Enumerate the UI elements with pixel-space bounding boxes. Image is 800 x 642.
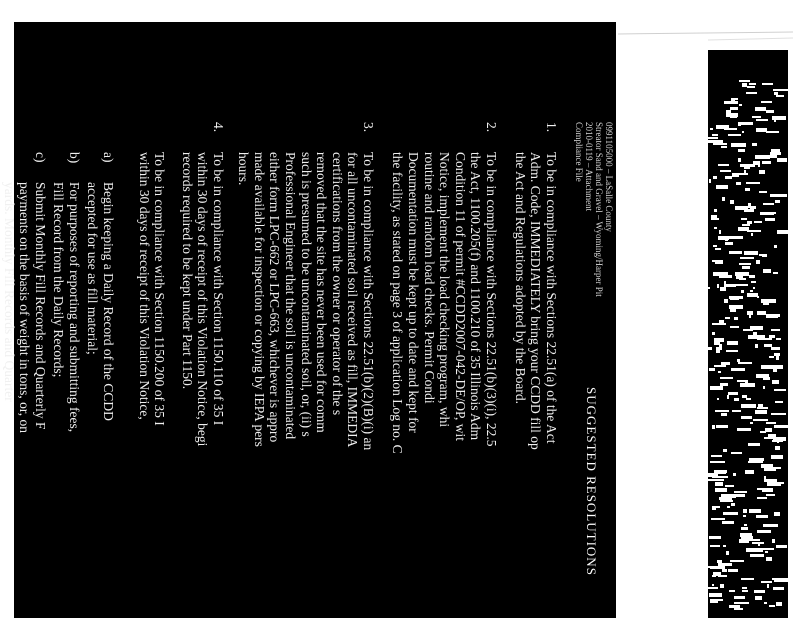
scan-noise-mark <box>748 443 760 446</box>
scan-noise-mark <box>756 515 768 518</box>
scan-noise-mark <box>772 539 775 543</box>
scan-noise-mark <box>766 110 774 113</box>
scan-noise-mark <box>734 317 738 320</box>
scan-noise-mark <box>711 518 725 520</box>
scan-noise-mark <box>718 371 721 373</box>
spacer <box>167 152 179 446</box>
scan-noise-mark <box>741 578 754 580</box>
scan-noise-mark <box>744 251 758 255</box>
scan-noise-mark <box>732 173 739 177</box>
scan-noise-mark <box>712 476 725 478</box>
scanned-document-page <box>1 22 616 618</box>
scan-noise-mark <box>724 128 737 130</box>
scan-noise-mark <box>774 425 788 428</box>
scan-noise-mark <box>741 527 748 530</box>
scan-noise-mark <box>717 284 719 288</box>
scan-noise-mark <box>741 218 747 220</box>
scan-noise-mark <box>723 512 738 515</box>
scan-noise-mark <box>714 365 726 367</box>
scan-noise-mark <box>753 287 755 289</box>
scan-noise-mark <box>776 545 787 548</box>
scan-noise-mark <box>747 230 761 232</box>
scan-noise-mark <box>741 290 744 293</box>
scan-noise-mark <box>771 329 780 331</box>
item-line: the facility, as stated on page 3 of application Log no. C <box>390 152 406 454</box>
scan-noise-mark <box>712 323 716 325</box>
scan-noise-mark <box>769 605 775 607</box>
scan-noise-mark <box>731 452 742 454</box>
scan-noise-mark <box>764 437 776 439</box>
item-line: such is presumed to be uncontaminated soil, or, (ii) s <box>298 152 314 437</box>
scan-noise-mark <box>728 392 738 395</box>
scan-noise-mark <box>744 524 747 526</box>
scan-noise-mark <box>715 482 723 486</box>
item-line: the Act and Regulations adopted by the Board. <box>512 152 528 404</box>
scan-noise-mark <box>763 203 774 205</box>
scan-noise-mark <box>712 260 719 262</box>
scan-noise-mark <box>708 137 718 139</box>
scan-noise-mark <box>749 509 761 513</box>
scan-noise-mark <box>730 107 738 110</box>
scan-noise-mark <box>757 497 767 499</box>
scan-noise-mark <box>763 377 770 380</box>
scan-noise-mark <box>721 413 727 416</box>
scan-noise-mark <box>766 131 779 133</box>
scan-noise-mark <box>764 467 776 471</box>
scan-noise-mark <box>712 332 715 335</box>
scan-noise-mark <box>766 494 775 496</box>
scan-noise-mark <box>736 494 745 497</box>
scan-noise-mark <box>712 134 718 136</box>
scan-noise-mark <box>725 317 730 319</box>
sub-item-line: accepted for use as fill material; <box>85 182 101 355</box>
scan-noise-mark <box>761 101 772 103</box>
item-line: Documentation must be kept up to date and kept for <box>406 152 422 433</box>
scan-noise-mark <box>760 461 763 463</box>
sub-item-line: yards. Monthly Fill Records and Quarter <box>1 182 17 402</box>
scan-noise-mark <box>755 344 758 348</box>
scan-noise-mark <box>720 584 724 588</box>
scan-noise-mark <box>765 218 775 221</box>
scan-noise-mark <box>731 368 745 371</box>
item-line: for all uncontaminated soil received as fill, IMMEDIA <box>345 152 361 448</box>
scan-noise-mark <box>710 545 720 547</box>
scan-noise-mark <box>709 536 721 539</box>
scan-noise-mark <box>763 302 769 305</box>
sub-item-letter: a) <box>101 152 116 163</box>
scan-noise-mark <box>757 311 766 315</box>
scan-noise-mark <box>716 425 728 428</box>
scan-noise-mark <box>714 227 717 229</box>
scan-noise-mark <box>763 386 765 389</box>
scan-noise-mark <box>709 368 715 371</box>
item-line: Adm. Code, IMMEDIATELY bring your CCDD fill op <box>528 152 544 450</box>
scan-noise-mark <box>725 176 732 179</box>
scan-noise-mark <box>738 362 752 364</box>
scan-noise-mark <box>742 587 747 589</box>
item-line: To be in compliance with Sections 22.51(b)(3)(i), 22.5 <box>484 152 499 447</box>
scan-noise-mark <box>714 209 717 212</box>
sub-item-line: For purposes of reporting and submitting fees, <box>67 182 82 433</box>
scan-noise-mark <box>712 425 715 429</box>
item-line: the Act, 1100.205(f) and 1100.210 of 35 Illinois Adm <box>468 152 484 441</box>
scan-noise-mark <box>757 407 768 409</box>
scan-noise-mark <box>773 89 788 91</box>
scan-noise-mark <box>739 539 749 543</box>
scan-noise-mark <box>742 131 744 133</box>
item-number: 3. <box>361 122 376 133</box>
scan-noise-mark <box>720 500 733 502</box>
scan-noise-mark <box>728 236 743 239</box>
scan-noise-mark <box>726 551 729 555</box>
scan-noise-mark <box>761 581 772 583</box>
scan-noise-mark <box>762 488 773 492</box>
item-number: 4. <box>211 122 226 133</box>
scan-noise-mark <box>727 506 730 508</box>
scan-noise-mark <box>777 230 790 234</box>
scan-noise-mark <box>734 596 745 599</box>
rotated-document-text <box>1 122 614 642</box>
scan-noise-mark <box>759 548 774 550</box>
scan-noise-mark <box>733 473 736 476</box>
item-line: Notice, implement the load checking program, whi <box>437 152 453 428</box>
scan-noise-mark <box>715 410 729 412</box>
scan-noise-mark <box>729 251 742 254</box>
scan-noise-mark <box>744 167 750 169</box>
scan-noise-mark <box>775 446 780 450</box>
scan-noise-mark <box>730 116 737 118</box>
scan-noise-mark <box>735 284 748 286</box>
scan-noise-mark <box>712 506 716 510</box>
scan-noise-mark <box>776 602 782 606</box>
header-line-2: Streator Sand and Gravel – Wyoming/Harper Pit <box>594 122 604 297</box>
scan-noise-mark <box>747 86 755 88</box>
scan-noise-mark <box>720 377 733 379</box>
scan-noise-mark <box>776 95 784 97</box>
scan-noise-mark <box>755 596 762 600</box>
header-line-4: Compliance File <box>574 122 584 182</box>
scan-noise-mark <box>717 398 719 400</box>
scan-noise-mark <box>752 116 761 118</box>
item-line: within 30 days of receipt of this Violation Notice, begi <box>195 152 211 447</box>
scan-noise-mark <box>740 383 755 387</box>
scan-noise-mark <box>773 587 784 590</box>
header-line-3: 2010-0119 – Attachment <box>584 122 594 212</box>
scan-noise-mark <box>719 275 732 278</box>
scan-noise-mark <box>728 569 738 572</box>
scan-noise-mark <box>710 128 713 130</box>
scan-noise-mark <box>718 164 729 166</box>
scan-noise-mark <box>732 410 741 412</box>
scan-noise-mark <box>763 269 771 273</box>
scan-noise-mark <box>724 299 728 303</box>
scan-noise-mark <box>739 104 742 106</box>
item-line: records required to be kept under Part 1150. <box>179 152 195 390</box>
scan-noise-mark <box>737 428 751 431</box>
scan-noise-mark <box>772 440 783 442</box>
scan-noise-mark <box>746 548 755 552</box>
item-line: Professional Engineer that the soil is uncontaminated <box>283 152 299 440</box>
scan-noise-mark <box>730 200 734 204</box>
scan-noise-mark <box>721 146 727 148</box>
scan-noise-mark <box>726 125 728 127</box>
scan-noise-mark <box>741 404 756 408</box>
scan-noise-mark <box>711 455 722 457</box>
item-line: either form LPC-662 or LPC-663, whichever is appro <box>267 152 283 443</box>
scan-noise-mark <box>712 575 716 577</box>
scan-noise-mark <box>758 542 760 546</box>
scan-noise-mark <box>756 260 760 264</box>
scan-noise-mark <box>710 461 725 463</box>
scan-noise-mark <box>719 230 721 234</box>
scan-noise-mark <box>734 398 739 401</box>
header-line-1: 0991105000 – LaSalle County <box>604 122 614 232</box>
item-line: To be in compliance with Sections 22.51(b)(2)(B)(i) an <box>361 152 376 451</box>
scan-noise-mark <box>743 509 747 513</box>
scan-noise-mark <box>752 143 757 146</box>
scan-noise-mark <box>711 218 719 220</box>
scan-noise-mark <box>772 578 783 580</box>
scan-noise-mark <box>762 83 773 85</box>
scan-noise-mark <box>727 395 729 399</box>
scan-noise-mark <box>738 158 741 162</box>
item-line: certifications from the owner or operator of the s <box>329 152 345 416</box>
scan-noise-mark <box>754 221 762 223</box>
scan-noise-mark <box>775 401 783 403</box>
scan-noise-mark <box>709 179 711 183</box>
scan-noise-mark <box>765 551 768 553</box>
scan-noise-mark <box>713 245 717 247</box>
scan-noise-mark <box>725 239 728 241</box>
scan-noise-mark <box>742 257 749 259</box>
scan-noise-mark <box>762 254 767 257</box>
scan-noise-mark <box>771 413 786 415</box>
scan-noise-mark <box>734 602 749 604</box>
scan-noise-mark <box>728 134 741 136</box>
item-line: To be in compliance with Section 1150.200 of 35 I <box>152 152 168 426</box>
scan-noise-mark <box>723 470 727 473</box>
scan-noise-mark <box>756 119 768 121</box>
scan-noise-mark <box>725 242 733 245</box>
item-line: Condition 11 of permit #CCDD2007-042-DE/OP, wit <box>452 152 468 441</box>
scan-noise-mark <box>742 266 750 269</box>
scan-noise-mark <box>775 200 780 203</box>
sub-item-line: Submit Monthly Fill Records and Quarterly F <box>33 182 48 430</box>
scan-noise-mark <box>762 161 771 164</box>
scan-noise-mark <box>729 590 735 592</box>
scan-noise-mark <box>720 575 724 577</box>
scan-noise-mark <box>734 608 743 610</box>
item-number: 1. <box>544 122 559 133</box>
scan-noise-mark <box>732 98 738 100</box>
scan-noise-mark <box>722 521 734 524</box>
scan-noise-mark <box>774 512 780 516</box>
scan-noise-mark <box>739 80 748 82</box>
doc-header <box>574 122 614 297</box>
scan-noise-mark <box>751 281 756 283</box>
scan-noise-mark <box>730 326 739 328</box>
scan-noise-mark <box>774 245 777 248</box>
scan-noise-mark <box>708 287 710 289</box>
item-number: 2. <box>484 122 499 133</box>
scan-noise-mark <box>738 149 745 152</box>
scan-noise-mark <box>727 341 738 345</box>
scan-noise-mark <box>766 557 772 561</box>
scan-noise-mark <box>750 422 753 424</box>
scan-noise-mark <box>710 599 718 603</box>
scan-noise-mark <box>725 485 734 487</box>
sub-item-line: Begin keeping a Daily Record of the CCDD <box>101 182 116 421</box>
scan-noise-mark <box>764 602 767 604</box>
scan-noise-mark <box>720 170 731 172</box>
scan-noise-mark <box>739 122 753 125</box>
scan-noise-mark <box>759 191 767 193</box>
scan-noise-mark <box>746 182 760 184</box>
scan-noise-mark <box>749 275 755 278</box>
scan-noise-mark <box>746 398 751 400</box>
scan-noise-mark <box>731 503 735 506</box>
scan-noise-mark <box>708 347 712 350</box>
scan-noise-mark <box>766 422 776 424</box>
scan-noise-mark <box>757 155 770 159</box>
scan-noise-mark <box>743 515 746 517</box>
scan-noise-mark <box>730 560 744 562</box>
scan-noise-mark <box>737 380 747 382</box>
item-line: routine and random load checks. Permit Condi <box>421 152 437 404</box>
scan-noise-mark <box>722 197 725 201</box>
sub-item-letter: c) <box>33 152 48 163</box>
scan-noise-mark <box>765 428 772 432</box>
scan-noise-mark <box>715 248 721 250</box>
scan-noise-mark <box>771 347 780 350</box>
scan-noise-mark <box>760 431 766 433</box>
scan-noise-mark <box>708 479 719 481</box>
scan-noise-mark <box>763 524 778 527</box>
scan-noise-mark <box>739 278 746 280</box>
scan-noise-mark <box>744 209 754 212</box>
scan-noise-mark <box>769 356 774 358</box>
item-line: made available for inspection or copying by IEPA pers <box>251 152 267 447</box>
item-line: within 30 days of receipt of this Violation Notice, <box>136 152 152 420</box>
scan-noise-mark <box>736 182 741 185</box>
scan-noise-mark <box>767 482 781 486</box>
scan-noise-mark <box>770 212 776 214</box>
scan-noise-mark <box>774 119 776 122</box>
scan-noise-mark <box>730 308 736 312</box>
item-line: hours. <box>236 152 252 186</box>
item-line: To be in compliance with Sections 22.51(a) of the Act <box>544 152 559 444</box>
scan-noise-mark <box>723 545 726 547</box>
scan-noise-mark <box>757 338 772 340</box>
scan-noise-mark <box>731 143 746 147</box>
sub-item-line: Fill Record from the Daily Records; <box>51 182 67 378</box>
scan-noise-mark <box>777 158 787 162</box>
scan-noise-mark <box>745 470 754 474</box>
scan-noise-mark <box>770 155 777 158</box>
scan-noise-mark <box>713 143 727 145</box>
scan-noise-mark <box>777 314 780 317</box>
scan-noise-mark <box>757 296 759 298</box>
sub-item-letter: b) <box>67 152 82 164</box>
scan-noise-mark <box>773 272 778 274</box>
scan-noise-mark <box>712 584 714 586</box>
scan-noise-mark <box>771 455 780 459</box>
scan-noise-mark <box>720 386 723 388</box>
adjacent-page-edge <box>618 26 793 52</box>
scan-noise-mark <box>772 380 779 384</box>
scan-noise-mark <box>742 590 748 592</box>
scan-noise-mark <box>749 314 751 318</box>
scan-noise-mark <box>757 530 771 533</box>
sub-item-line: payments on the basis of weight in tons, or, on <box>17 182 33 434</box>
scan-noise-mark <box>767 584 769 588</box>
scan-noise-mark <box>750 554 764 557</box>
scan-noise-mark <box>756 374 759 378</box>
scan-noise-mark <box>755 107 766 111</box>
adjacent-page-strip <box>708 50 788 618</box>
scan-noise-mark <box>773 368 777 372</box>
scan-noise-mark <box>722 569 727 572</box>
scan-noise-mark <box>774 389 786 391</box>
item-line: removed that the site has never been used for comm <box>314 152 330 433</box>
scan-noise-mark <box>726 350 736 352</box>
page-title: SUGGESTED RESOLUTIONS <box>584 387 599 576</box>
scan-noise-mark <box>730 296 739 300</box>
scan-noise-mark <box>720 287 726 291</box>
scan-noise-mark <box>716 185 728 189</box>
scan-noise-mark <box>741 416 752 419</box>
scan-noise-mark <box>776 338 781 340</box>
scan-noise-mark <box>774 194 787 197</box>
scan-noise-mark <box>716 506 720 508</box>
scan-noise-mark <box>751 233 753 236</box>
scan-noise-mark <box>709 593 722 597</box>
scan-noise-mark <box>753 419 768 421</box>
scan-noise-mark <box>776 356 779 360</box>
scan-noise-mark <box>755 410 767 414</box>
item-line: To be in compliance with Section 1150.110 of 35 I <box>211 152 226 426</box>
scan-noise-mark <box>713 176 717 179</box>
scan-noise-mark <box>759 170 765 174</box>
scan-noise-mark <box>754 590 765 593</box>
scan-noise-mark <box>746 92 757 94</box>
scan-noise-mark <box>745 188 750 191</box>
scan-noise-mark <box>750 290 753 292</box>
scan-noise-mark <box>758 164 760 167</box>
scan-noise-mark <box>743 329 753 331</box>
scan-noise-mark <box>734 491 747 493</box>
scan-noise-mark <box>723 449 727 452</box>
scan-noise-mark <box>715 488 727 492</box>
scan-noise-mark <box>724 101 734 104</box>
scan-noise-mark <box>716 350 720 353</box>
scan-noise-mark <box>742 224 750 226</box>
scan-noise-mark <box>739 263 751 265</box>
scan-noise-mark <box>749 83 756 85</box>
scan-noise-mark <box>715 323 726 325</box>
scan-noise-mark <box>708 587 718 589</box>
